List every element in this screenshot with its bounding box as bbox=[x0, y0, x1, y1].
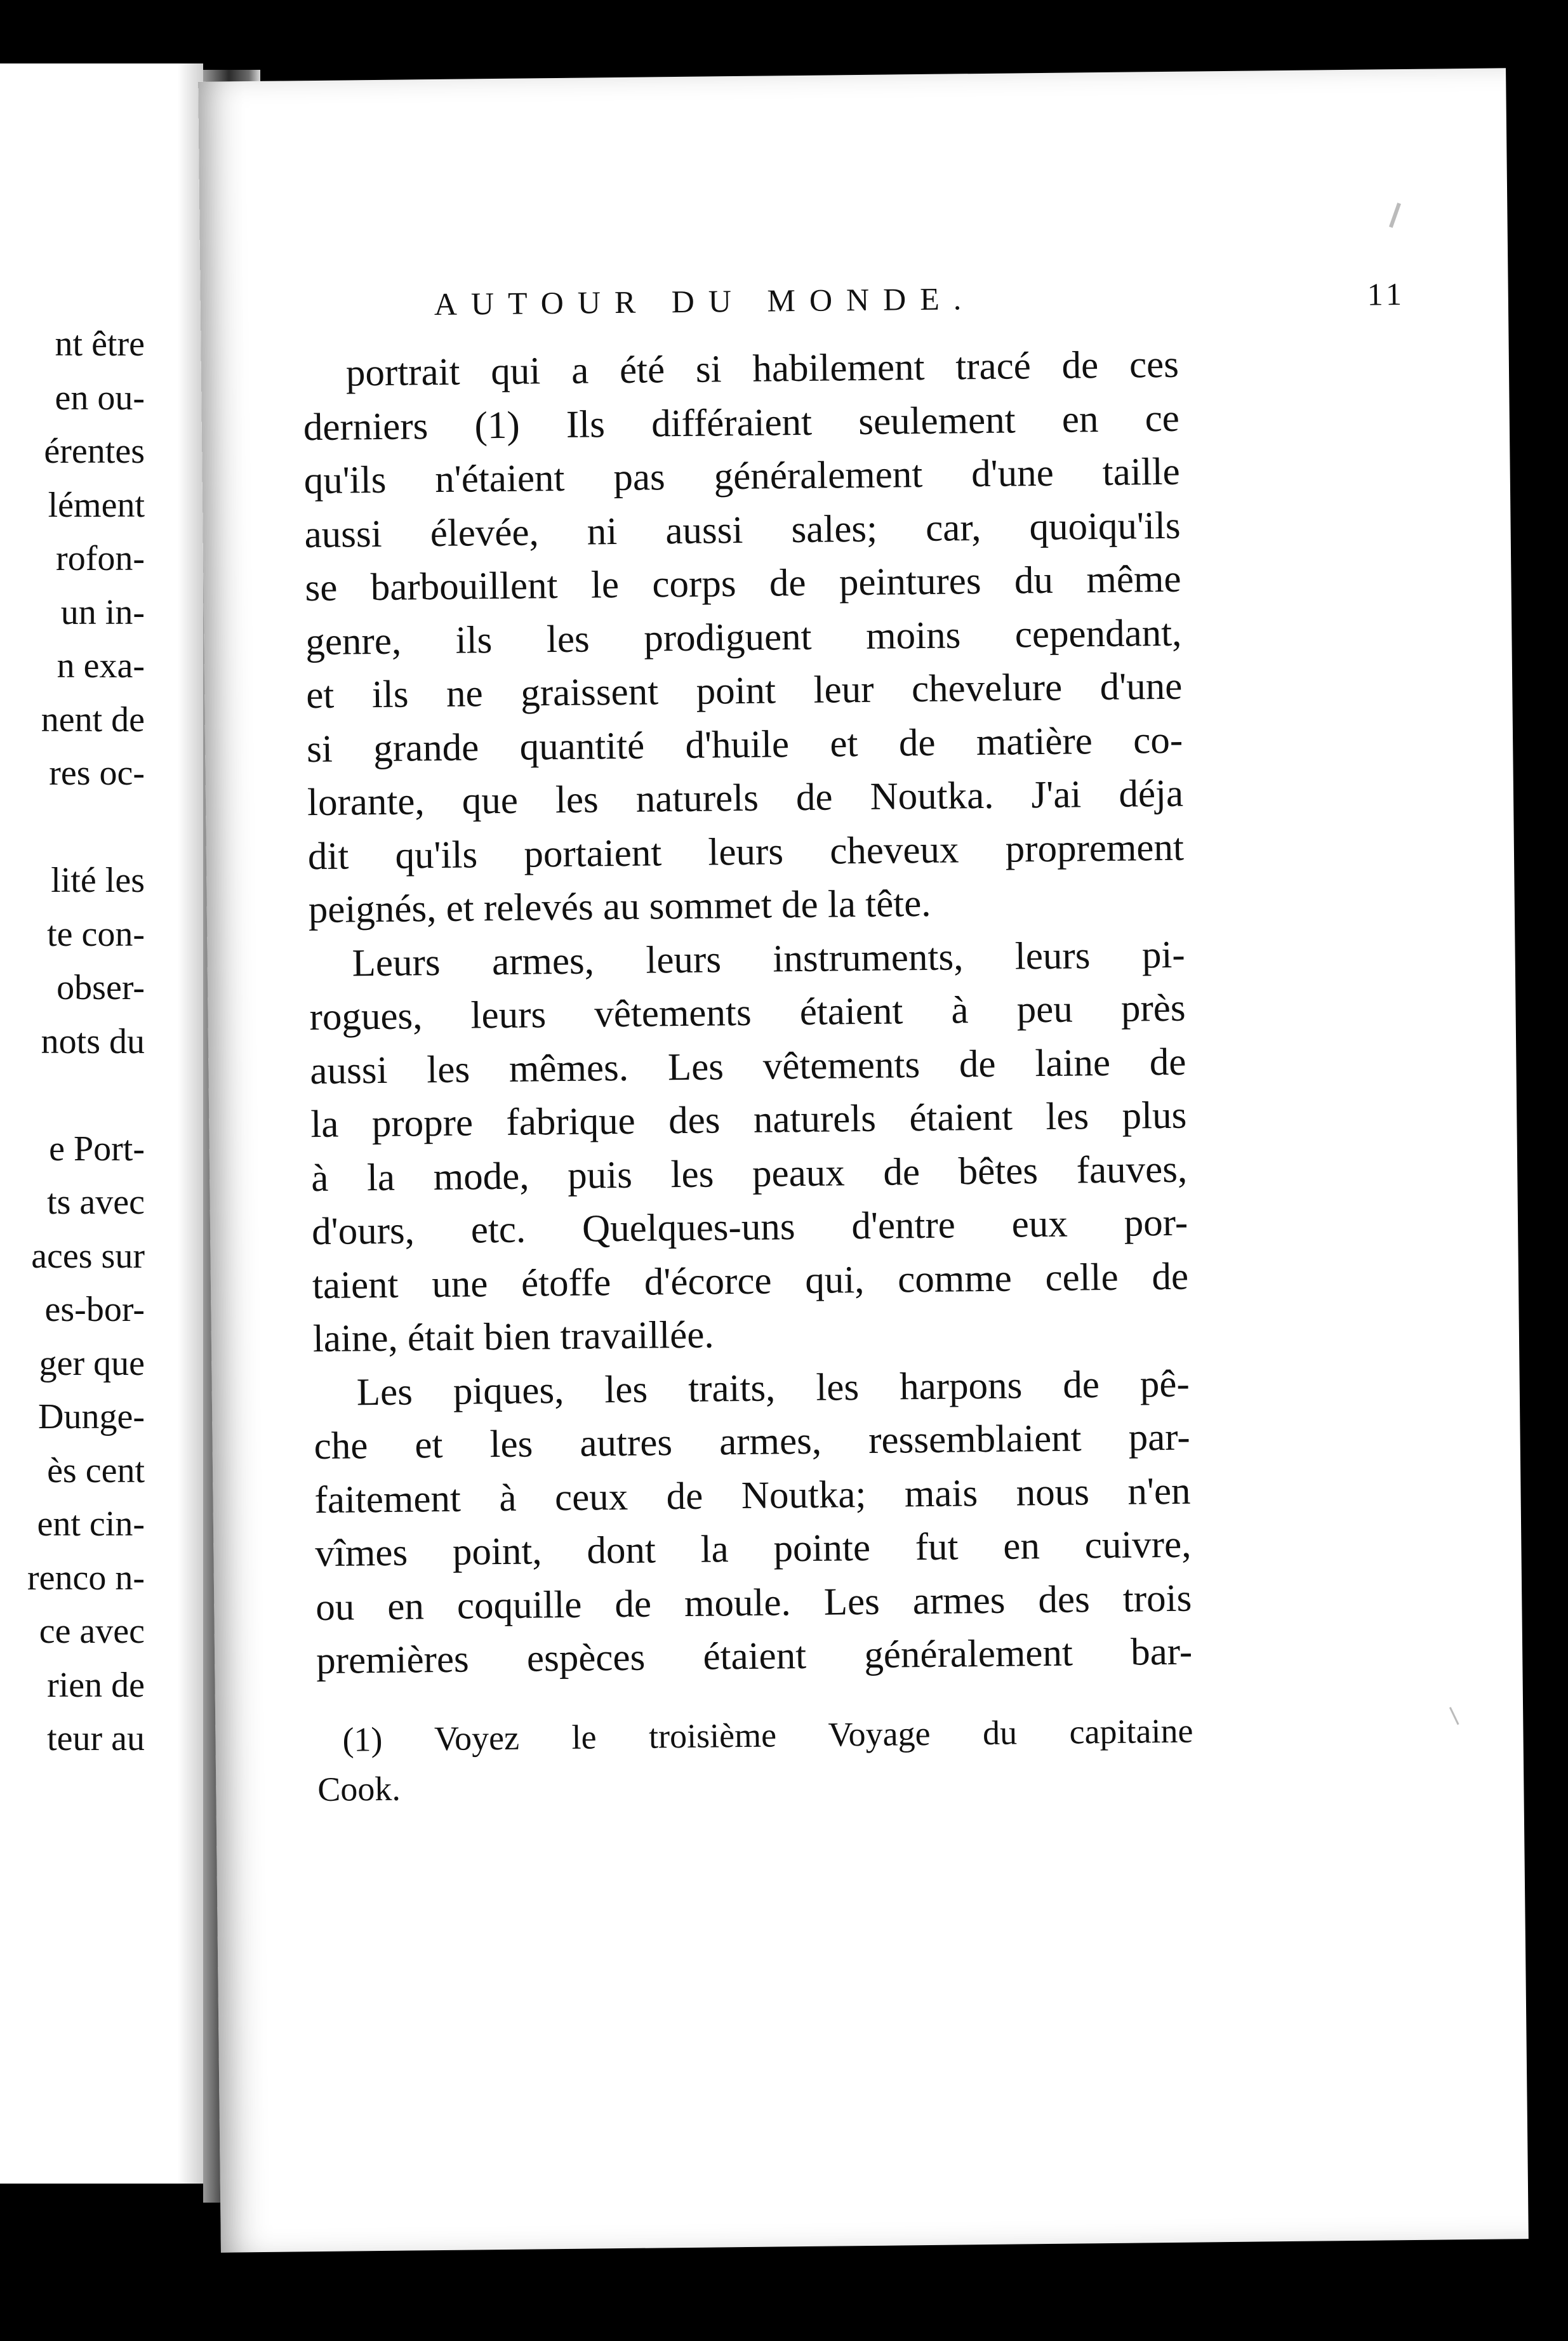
left-page-line bbox=[27, 1068, 145, 1122]
text-line: peignés, et relevés au sommet de la tête. bbox=[308, 882, 931, 932]
left-page-line: renco n- bbox=[27, 1558, 145, 1598]
left-page-line: ce avec bbox=[39, 1612, 145, 1651]
text-line: taient une étoffe d'écorce qui, comme celle de bbox=[312, 1255, 1189, 1307]
left-page-line: te con- bbox=[47, 914, 145, 954]
text-line: dit qu'ils portaient leurs cheveux proprement bbox=[307, 826, 1185, 878]
text-line: aussi les mêmes. Les vêtements de laine de bbox=[310, 1040, 1186, 1092]
text-line: lorante, que les naturels de Noutka. J'ai déja bbox=[307, 772, 1184, 825]
left-page-line: nots du bbox=[41, 1021, 145, 1061]
footnote-line: (1) Voyez le troisième Voyage du capitaine bbox=[342, 1711, 1193, 1759]
page-number: 11 bbox=[1367, 275, 1406, 312]
left-page-line: res oc- bbox=[49, 753, 145, 793]
text-line: laine, était bien travaillée. bbox=[312, 1313, 714, 1361]
left-page-line: ger que bbox=[39, 1343, 145, 1383]
running-head-title: AUTOUR DU MONDE. bbox=[434, 281, 976, 322]
text-line: vîmes point, dont la pointe fut en cuivre, bbox=[315, 1523, 1192, 1575]
left-page-line: e Port- bbox=[49, 1129, 145, 1169]
text-line: à la mode, puis les peaux de bêtes fauves, bbox=[310, 1148, 1188, 1200]
footnote bbox=[317, 1706, 1194, 1814]
text-line: rogues, leurs vêtements étaient à peu près bbox=[309, 986, 1186, 1039]
left-page-line: ts avec bbox=[47, 1183, 145, 1222]
right-page bbox=[198, 68, 1529, 2252]
text-line: si grande quantité d'huile et de matière co- bbox=[306, 719, 1183, 771]
text-line: premières espèces étaient généralement bar- bbox=[316, 1630, 1193, 1683]
text-line: aussi élevée, ni aussi sales; car, quoiqu'ils bbox=[304, 504, 1181, 556]
text-line: portrait qui a été si habilement tracé de ces bbox=[345, 343, 1179, 395]
left-page-line: lément bbox=[48, 485, 145, 525]
left-page-line: un in- bbox=[60, 592, 145, 632]
left-page-line bbox=[27, 800, 145, 854]
left-page-line: rien de bbox=[47, 1665, 145, 1705]
text-line: se barbouillent le corps de peintures du même bbox=[305, 557, 1181, 610]
left-page-line: nt être bbox=[55, 324, 145, 364]
left-page-line: lité les bbox=[51, 861, 145, 900]
left-page-text bbox=[27, 317, 145, 1766]
left-page-line: en ou- bbox=[55, 378, 145, 418]
left-gutter-shadow bbox=[178, 63, 203, 2184]
text-line: Leurs armes, leurs instruments, leurs pi- bbox=[352, 933, 1185, 985]
left-page-line: aces sur bbox=[31, 1236, 145, 1276]
text-line: et ils ne graissent point leur chevelure d'une bbox=[305, 665, 1183, 717]
left-page-line: rofon- bbox=[56, 539, 145, 578]
text-line: faitement à ceux de Noutka; mais nous n'en bbox=[314, 1469, 1191, 1522]
left-page-line: n exa- bbox=[56, 646, 145, 686]
paper-speck bbox=[1449, 1707, 1459, 1725]
left-page-line: érentes bbox=[44, 432, 145, 471]
left-page-line: nent de bbox=[41, 700, 145, 739]
left-facing-page bbox=[0, 63, 203, 2184]
text-line: che et les autres armes, ressemblaient par- bbox=[314, 1416, 1190, 1468]
left-page-line: es-bor- bbox=[44, 1290, 145, 1329]
left-page-line: ent cin- bbox=[37, 1504, 145, 1544]
left-page-line: Dunge- bbox=[38, 1397, 145, 1436]
left-page-line: obser- bbox=[56, 968, 145, 1007]
running-head bbox=[434, 275, 1406, 322]
paper-speck bbox=[1389, 202, 1401, 228]
text-line: derniers (1) Ils différaient seulement en ce bbox=[303, 397, 1180, 449]
body-text bbox=[303, 338, 1193, 1688]
text-line: genre, ils les prodiguent moins cependant, bbox=[305, 611, 1182, 663]
text-line: Les piques, les traits, les harpons de pê- bbox=[356, 1362, 1190, 1414]
text-line: ou en coquille de moule. Les armes des trois bbox=[315, 1577, 1192, 1629]
text-line: la propre fabrique des naturels étaient les plus bbox=[310, 1094, 1187, 1146]
left-page-line: ès cent bbox=[47, 1450, 145, 1490]
left-page-line: teur au bbox=[47, 1719, 145, 1758]
footnote-line: Cook. bbox=[317, 1769, 401, 1809]
text-line: d'ours, etc. Quelques-uns d'entre eux por- bbox=[311, 1201, 1188, 1254]
text-line: qu'ils n'étaient pas généralement d'une taille bbox=[303, 450, 1181, 503]
